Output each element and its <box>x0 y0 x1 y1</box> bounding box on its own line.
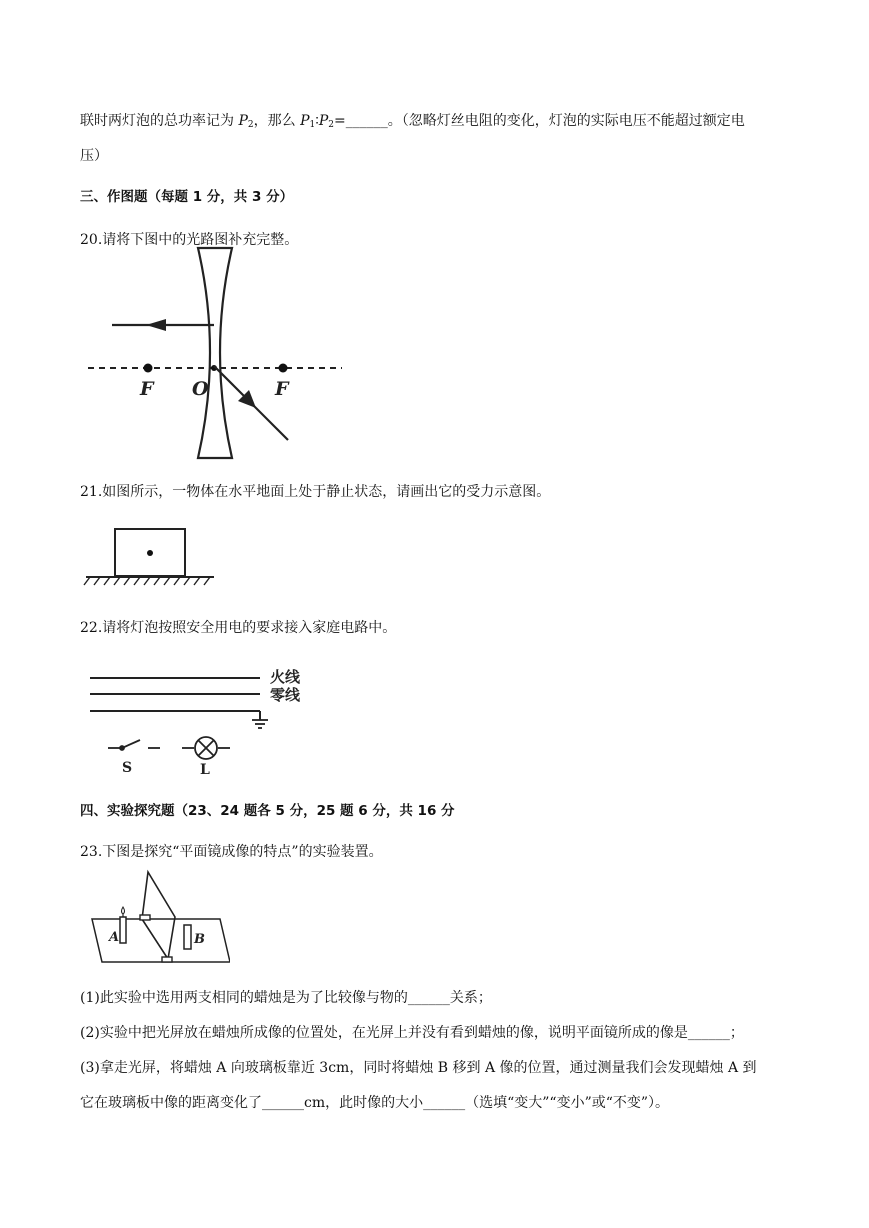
q20-lens-diagram <box>80 240 350 465</box>
block-center-dot <box>147 550 153 556</box>
lamp-symbol <box>182 737 230 759</box>
plate-clip-bottom <box>162 957 172 962</box>
q20-text: 20.请将下图中的光路图补充完整。 <box>80 232 299 248</box>
section-4-heading: 四、实验探究题（23、24 题各 5 分，25 题 6 分，共 16 分 <box>80 803 455 819</box>
q21-block-diagram <box>80 522 230 587</box>
q23-mirror-apparatus <box>80 867 230 967</box>
ground-hatching <box>84 577 210 585</box>
q23-text: 23.下图是探究“平面镜成像的特点”的实验装置。 <box>80 844 383 860</box>
switch-symbol <box>108 740 160 750</box>
p2-subscript: 2 <box>247 120 254 130</box>
label-f-right: F <box>275 378 289 400</box>
continuation-text-mid: ，那么 <box>253 113 301 129</box>
label-live: 火线 <box>270 668 301 686</box>
outgoing-ray-arrow <box>146 319 166 331</box>
q22-circuit-diagram <box>80 660 320 780</box>
p2-symbol: P <box>238 113 248 129</box>
focal-point-right <box>279 364 288 373</box>
label-switch: S <box>122 760 133 776</box>
earth-symbol <box>252 720 268 728</box>
p1-symbol: P <box>300 113 310 129</box>
candle-b <box>184 925 191 949</box>
q23-subquestion-3-line-1: (3)拿走光屏，将蜡烛 A 向玻璃板靠近 3cm，同时将蜡烛 B 移到 A 像的位置，通过测量我们会发现蜡烛 A 到 <box>80 1060 757 1076</box>
candle-a <box>120 917 126 943</box>
q22-text: 22.请将灯泡按照安全用电的要求接入家庭电路中。 <box>80 620 397 636</box>
continuation-text-post: =______。（忽略灯丝电阻的变化，灯泡的实际电压不能超过额定电 <box>334 113 745 129</box>
concave-lens <box>198 248 232 458</box>
q21-text: 21.如图所示，一物体在水平地面上处于静止状态，请画出它的受力示意图。 <box>80 484 551 500</box>
q23-subquestion-2: (2)实验中把光屏放在蜡烛所成像的位置处，在光屏上并没有看到蜡烛的像，说明平面镜所成的像是______； <box>80 1025 744 1041</box>
p1-subscript: 1 <box>309 120 316 130</box>
continuation-line-2: 压） <box>80 148 108 164</box>
plate-clip-top <box>140 915 150 920</box>
continuation-line-1 <box>80 111 745 135</box>
label-f-left: F <box>140 378 154 400</box>
continuation-text-pre: 联时两灯泡的总功率记为 <box>80 113 239 129</box>
section-3-heading: 三、作图题（每题 1 分，共 3 分） <box>80 189 294 205</box>
p2b-symbol: P <box>318 113 329 129</box>
label-lamp: L <box>200 762 210 778</box>
p2b-subscript: 2 <box>328 120 335 130</box>
q23-subquestion-1: (1)此实验中选用两支相同的蜡烛是为了比较像与物的______关系； <box>80 990 492 1006</box>
focal-point-left <box>144 364 153 373</box>
label-candle-a: A <box>109 930 120 945</box>
ratio-separator: ∶ <box>315 113 319 129</box>
label-o: O <box>192 378 209 400</box>
label-candle-b: B <box>194 932 205 947</box>
label-neutral: 零线 <box>270 686 301 704</box>
q23-subquestion-3-line-2: 它在玻璃板中像的距离变化了______cm，此时像的大小______（选填“变大”“变小”或“不变”）。 <box>80 1095 670 1111</box>
